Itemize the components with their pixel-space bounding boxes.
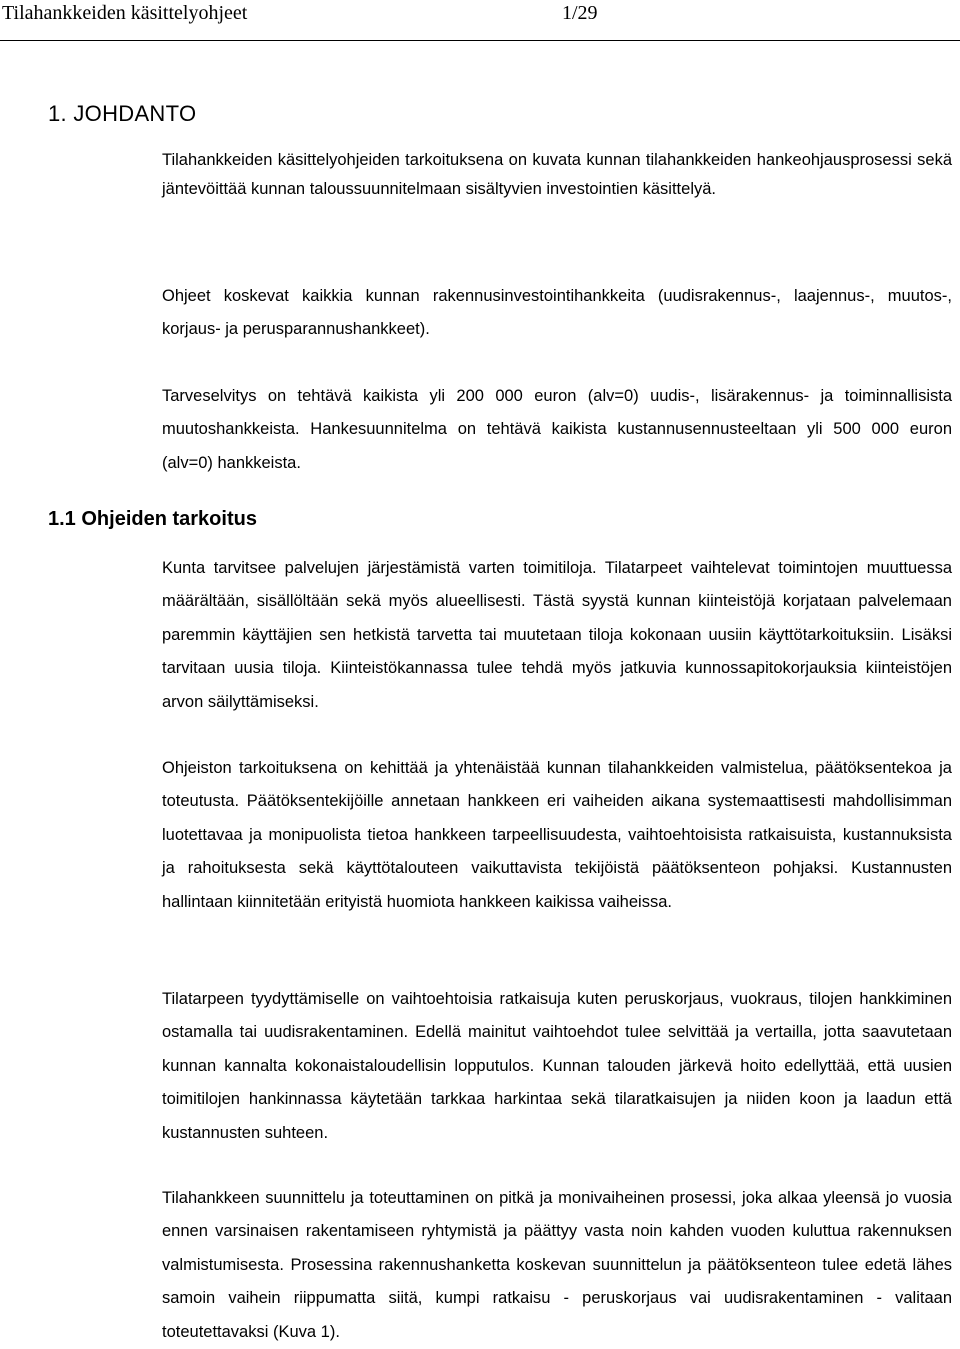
- section-paragraph-process: Tilahankkeen suunnittelu ja toteuttaminen on pitkä ja monivaiheinen prosessi, joka alkaa yleensä jo vuosia ennen varsinaisen rakentamiseen ryhtymistä ja päättyy vasta noin kahden vuoden kuluttua rakennuksen valmistumisesta. Prosessina rakennushanketta koskevan suunnittelun ja päätöksenteon tulee edetä lähes samoin vaihein riippumatta siitä, kumpi ratkaisu - peruskorjaus vai uudisrakentaminen - valitaan toteutettavaksi (Kuva 1).: [162, 1189, 952, 1341]
- section-paragraph-objectives: Ohjeiston tarkoituksena on kehittää ja yhtenäistää kunnan tilahankkeiden valmistelua, päätöksentekoa ja toteutusta. Päätöksentekijöille annetaan hankkeen eri vaiheiden aikana systemaattisesti mahdollisimman luotettavaa ja monipuolista tietoa hankkeen tarpeellisuudesta, vaihtoehtoisista ratkaisuista, kustannuksista ja rahoituksesta sekä käyttötalouteen vaikuttavista tekijöistä päätöksenteon pohjaksi. Kustannusten hallintaan kiinnitetään erityistä huomiota hankkeen kaikissa vaiheissa.: [162, 759, 952, 911]
- intro-paragraph-thresholds: Tarveselvitys on tehtävä kaikista yli 200 000 euron (alv=0) uudis-, lisärakennus- ja toiminnallisista muutoshankkeista. Hankesuunnitelma on tehtävä kaikista kustannusennusteeltaan yli 500 000 euron (alv=0) hankkeista.: [162, 387, 952, 472]
- chapter-heading: 1. JOHDANTO: [48, 101, 197, 126]
- intro-paragraph-purpose: Tilahankkeiden käsittelyohjeiden tarkoituksena on kuvata kunnan tilahankkeiden hankeohjausprosessi sekä jäntevöittää kunnan taloussuunnitelmaan sisältyvien investointien käsittelyä.: [162, 151, 952, 199]
- intro-paragraph-scope: Ohjeet koskevat kaikkia kunnan rakennusinvestointihankkeita (uudisrakennus-, laajennus-, muutos-, korjaus- ja perusparannushankkeet).: [162, 287, 952, 339]
- section-paragraph-premises: Kunta tarvitsee palvelujen järjestämistä varten toimitiloja. Tilatarpeet vaihtelevat toimintojen muuttuessa määrältään, sisällöltään sekä myös alueellisesti. Tästä syystä kunnan kiinteistöjä korjataan palvelemaan paremmin käyttäjien sen hetkistä tarvetta tai muutetaan tiloja kokonaan uusiin käyttötarkoituksiin. Lisäksi tarvitaan uusia tiloja. Kiinteistökannassa tulee tehdä myös jatkuvia kunnossapitokorjauksia kiinteistöjen arvon säilyttämiseksi.: [162, 559, 952, 711]
- section-heading: 1.1 Ohjeiden tarkoitus: [48, 508, 257, 530]
- page-header: [0, 0, 960, 41]
- section-paragraph-alternatives: Tilatarpeen tyydyttämiselle on vaihtoehtoisia ratkaisuja kuten peruskorjaus, vuokraus, tilojen hankkiminen ostamalla tai uudisrakentaminen. Edellä mainitut vaihtoehdot tulee selvittää ja vertailla, jotta saavutetaan kunnan kannalta kokonaistaloudellisin lopputulos. Kunnan talouden järkevä hoito edellyttää, että uusien toimitilojen hankinnassa käytetään tarkkaa harkintaa sekä tilaratkaisujen ja niiden koon ja laadun että kustannusten suhteen.: [162, 990, 952, 1142]
- page-number: 1/29: [562, 2, 598, 24]
- document-title: Tilahankkeiden käsittelyohjeet: [2, 2, 248, 24]
